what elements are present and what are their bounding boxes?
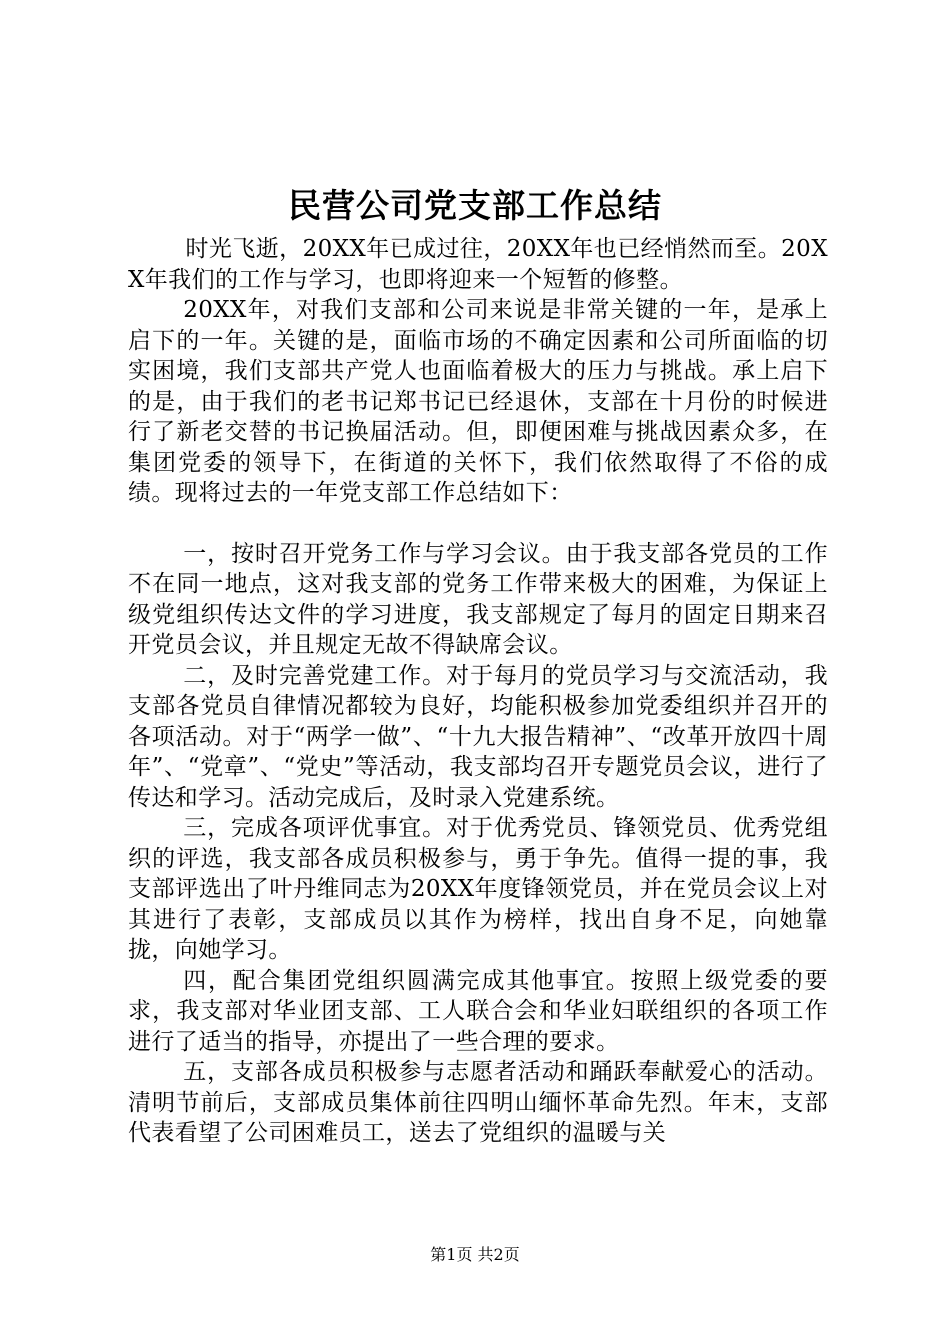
- paragraph-spacer: [128, 509, 828, 539]
- document-title: 民营公司党支部工作总结: [288, 186, 662, 225]
- paragraph-item-1: 一，按时召开党务工作与学习会议。由于我支部各党员的工作不在同一地点，这对我支部的党务工作带来极大的困难，为保证上级党组织传达文件的学习进度，我支部规定了每月的固定日期来召开党员会议，并且规定无故不得缺席会议。: [128, 540, 828, 658]
- paragraph-overview: 20XX年，对我们支部和公司来说是非常关键的一年，是承上启下的一年。关键的是，面临市场的不确定因素和公司所面临的切实困境，我们支部共产党人也面临着极大的压力与挑战。承上启下的是，由于我们的老书记郑书记已经退休，支部在十月份的时候进行了新老交替的书记换届活动。但，即便困难与挑战因素众多，在集团党委的领导下，在街道的关怀下，我们依然取得了不俗的成绩。现将过去的一年党支部工作总结如下：: [128, 297, 828, 506]
- paragraph-item-5: 五，支部各成员积极参与志愿者活动和踊跃奉献爱心的活动。清明节前后，支部成员集体前往四明山缅怀革命先烈。年末，支部代表看望了公司困难员工，送去了党组织的温暖与关: [128, 1059, 828, 1146]
- paragraph-item-2: 二，及时完善党建工作。对于每月的党员学习与交流活动，我支部各党员自律情况都较为良好，均能积极参加党委组织并召开的各项活动。对于“两学一做”、“十九大报告精神”、“改革开放四十周年”、“党章”、“党史”等活动，我支部均召开专题党员会议，进行了传达和学习。活动完成后，及时录入党建系统。: [128, 662, 828, 811]
- paragraph-item-4: 四，配合集团党组织圆满完成其他事宜。按照上级党委的要求，我支部对华业团支部、工人联合会和华业妇联组织的各项工作进行了适当的指导，亦提出了一些合理的要求。: [128, 967, 828, 1055]
- paragraph-item-3: 三，完成各项评优事宜。对于优秀党员、锋领党员、优秀党组织的评选，我支部各成员积极参与，勇于争先。值得一提的事，我支部评选出了叶丹维同志为20XX年度锋领党员，并在党员会议上对其进行了表彰，支部成员以其作为榜样，找出自身不足，向她靠拢，向她学习。: [128, 815, 828, 963]
- document-body: [128, 234, 828, 1149]
- page-footer: 第1页 共2页: [430, 1245, 520, 1264]
- paragraph-intro: 时光飞逝，20XX年已成过往，20XX年也已经悄然而至。20XX年我们的工作与学习，也即将迎来一个短暂的修整。: [128, 236, 828, 293]
